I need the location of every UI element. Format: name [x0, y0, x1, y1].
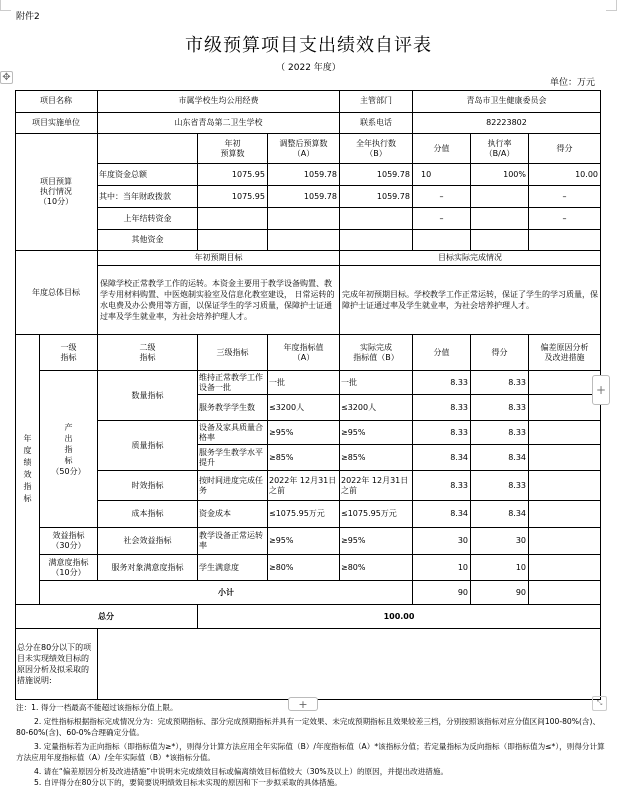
- budget-header-blank: [98, 134, 198, 164]
- perf-level3: 服务学生教学水平提升: [198, 445, 268, 471]
- budget-cell-adjusted[interactable]: [268, 208, 340, 230]
- budget-cell-executed[interactable]: [340, 230, 413, 251]
- goals-expected-header: 年初预期目标: [98, 251, 340, 266]
- perf-score-value[interactable]: 8.33: [413, 421, 471, 445]
- budget-row-label: 其他资金: [98, 230, 198, 251]
- budget-cell-initial[interactable]: [198, 230, 268, 251]
- budget-header-rate: 执行率 （B/A）: [471, 134, 529, 164]
- perf-header-level1: 一级 指标: [40, 335, 98, 371]
- budget-cell-rate[interactable]: 100%: [471, 164, 529, 186]
- perf-header-level3: 三级指标: [198, 335, 268, 371]
- table-move-handle-icon[interactable]: ✥: [0, 71, 13, 84]
- perf-deviation[interactable]: [529, 395, 601, 421]
- table-resize-icon[interactable]: ⤡: [592, 696, 607, 711]
- perf-actual[interactable]: ≥95%: [340, 421, 413, 445]
- budget-cell-initial[interactable]: 1075.95: [198, 186, 268, 208]
- fiscal-year: （ 2022 年度）: [276, 63, 341, 73]
- budget-cell-executed[interactable]: [340, 208, 413, 230]
- perf-header-actual: 实际完成 指标值（B）: [340, 335, 413, 371]
- perf-header-deviation: 偏差原因分析 及改进措施: [529, 335, 601, 371]
- budget-cell-initial[interactable]: [198, 208, 268, 230]
- budget-header-score-value: 分值: [413, 134, 471, 164]
- perf-score-value[interactable]: 8.34: [413, 501, 471, 528]
- unit-label: 单位：万元: [549, 78, 595, 88]
- perf-score-value[interactable]: 30: [413, 528, 471, 555]
- phone-label: 联系电话: [340, 113, 413, 134]
- goals-actual-text[interactable]: 完成年初预期目标。学校教学工作正常运转，保证了学生的学习质量，保障护士证通过率及学生就业率，为社会培养护理人才。: [340, 266, 601, 335]
- perf-score-value[interactable]: 8.33: [413, 471, 471, 501]
- perf-target[interactable]: ≥95%: [268, 421, 340, 445]
- level1-output: 产 出 指 标 （50分）: [40, 371, 98, 528]
- perf-level3: 按时间进度完成任务: [198, 471, 268, 501]
- page-title: 市级预算项目支出绩效自评表: [185, 35, 432, 56]
- level2-social: 社会效益指标: [98, 528, 198, 555]
- perf-actual[interactable]: ≤1075.95万元: [340, 501, 413, 528]
- budget-cell-score-value[interactable]: –: [413, 208, 471, 230]
- perf-target[interactable]: ≥95%: [268, 528, 340, 555]
- perf-target[interactable]: 2022年 12月31日之前: [268, 471, 340, 501]
- level2-service: 服务对象满意度指标: [98, 555, 198, 581]
- perf-score[interactable]: 8.33: [471, 395, 529, 421]
- perf-deviation[interactable]: [529, 555, 601, 581]
- perf-score[interactable]: 8.33: [471, 421, 529, 445]
- perf-deviation[interactable]: [529, 471, 601, 501]
- level2-quantity: 数量指标: [98, 371, 198, 421]
- budget-header-score: 得分: [529, 134, 601, 164]
- budget-row-label: 年度资金总额: [98, 164, 198, 186]
- budget-row-label: 上年结转资金: [98, 208, 198, 230]
- perf-score[interactable]: 10: [471, 555, 529, 581]
- budget-cell-score[interactable]: –: [529, 186, 601, 208]
- total-value: 100.00: [198, 605, 601, 629]
- budget-header-executed: 全年执行数 （B）: [340, 134, 413, 164]
- perf-actual[interactable]: ≥80%: [340, 555, 413, 581]
- perf-score[interactable]: 8.33: [471, 471, 529, 501]
- perf-score-value[interactable]: 10: [413, 555, 471, 581]
- page-corner-mark: [0, 0, 11, 11]
- subtotal-label: 小计: [40, 581, 413, 605]
- impl-unit-label: 项目实施单位: [15, 113, 98, 134]
- perf-actual[interactable]: 一批: [340, 371, 413, 395]
- perf-score[interactable]: 8.34: [471, 501, 529, 528]
- perf-header-score-value: 分值: [413, 335, 471, 371]
- notes-section: [16, 702, 606, 788]
- perf-target[interactable]: 一批: [268, 371, 340, 395]
- perf-deviation[interactable]: [529, 501, 601, 528]
- perf-target[interactable]: ≥80%: [268, 555, 340, 581]
- note-5: 5. 自评得分在80分以下的，要简要说明绩效目标未实现的原因和下一步拟采取的具体措施。: [34, 778, 342, 787]
- perf-actual[interactable]: 2022年 12月31日之前: [340, 471, 413, 501]
- dept-label: 主管部门: [340, 90, 413, 113]
- level1-satisfaction: 满意度指标 （10分）: [40, 555, 98, 581]
- impl-unit-value[interactable]: 山东省青岛第二卫生学校: [98, 113, 340, 134]
- budget-cell-rate[interactable]: [471, 230, 529, 251]
- perf-deviation[interactable]: [529, 528, 601, 555]
- perf-deviation[interactable]: [529, 421, 601, 445]
- project-name-value[interactable]: 市属学校生均公用经费: [98, 90, 340, 113]
- budget-cell-adjusted[interactable]: 1059.78: [268, 164, 340, 186]
- perf-score-value[interactable]: 8.33: [413, 371, 471, 395]
- budget-cell-adjusted[interactable]: 1059.78: [268, 186, 340, 208]
- budget-section-label: 项目预算 执行情况 （10分）: [15, 134, 98, 251]
- subtotal-score-value: 90: [413, 581, 471, 605]
- performance-section-label: 年度绩效指标: [15, 335, 40, 605]
- budget-cell-executed[interactable]: 1059.78: [340, 164, 413, 186]
- budget-cell-rate[interactable]: [471, 186, 529, 208]
- page-corner-mark: [606, 0, 617, 11]
- budget-cell-rate[interactable]: [471, 208, 529, 230]
- goals-section-label: 年度总体目标: [15, 251, 98, 335]
- perf-score[interactable]: 8.34: [471, 445, 529, 471]
- dept-value[interactable]: 青岛市卫生健康委员会: [413, 90, 601, 113]
- note-2: 2. 定性指标根据指标完成情况分为：完成预期指标、部分完成预期指标并具有一定效果、未完成预期指标且效果较差三档，分别按照该指标对应分值区间100-80%(含)、80-60%(含)、60-0%合理确定分值。: [16, 717, 601, 737]
- perf-actual[interactable]: ≥85%: [340, 445, 413, 471]
- budget-row-label: 其中：当年财政拨款: [98, 186, 198, 208]
- perf-level3: 教学设备正常运转率: [198, 528, 268, 555]
- perf-level3: 学生满意度: [198, 555, 268, 581]
- level2-timeliness: 时效指标: [98, 471, 198, 501]
- perf-target[interactable]: ≤1075.95万元: [268, 501, 340, 528]
- budget-cell-adjusted[interactable]: [268, 230, 340, 251]
- project-name-label: 项目名称: [15, 90, 98, 113]
- goals-expected-text[interactable]: 保障学校正常教学工作的运转。本资金主要用于教学设备购置、教学专用材料购置、中医炮制实验室及信息化教室建设， 日常运转的水电费及办公费用等方面，以保证学生的学习质量，保障护士证通过率及学生就业率，为社会培养护理人才。: [98, 266, 340, 335]
- budget-cell-score[interactable]: [529, 230, 601, 251]
- add-column-button[interactable]: +: [592, 375, 610, 405]
- level2-cost: 成本指标: [98, 501, 198, 528]
- total-label: 总分: [15, 605, 198, 629]
- budget-header-initial: 年初 预算数: [198, 134, 268, 164]
- budget-cell-score-value[interactable]: [413, 230, 471, 251]
- budget-cell-score[interactable]: 10.00: [529, 164, 601, 186]
- note-1: 注：1. 得分一档最高不能超过该指标分值上限。: [16, 703, 178, 712]
- perf-level3: 设备及家具质量合格率: [198, 421, 268, 445]
- perf-level3: 维持正常教学工作设备一批: [198, 371, 268, 395]
- perf-score-value[interactable]: 8.34: [413, 445, 471, 471]
- perf-header-level2: 二级 指标: [98, 335, 198, 371]
- perf-deviation[interactable]: [529, 371, 601, 395]
- subtotal-deviation: [529, 581, 601, 605]
- performance-table: [15, 90, 601, 700]
- explanation-label: 总分在80分以下的项目未实现绩效目标的原因分析及拟采取的措施说明:: [15, 629, 98, 700]
- budget-cell-score-value[interactable]: 10: [413, 164, 471, 186]
- perf-header-target: 年度指标值 （A）: [268, 335, 340, 371]
- budget-cell-score[interactable]: –: [529, 208, 601, 230]
- perf-actual[interactable]: ≤3200人: [340, 395, 413, 421]
- level2-quality: 质量指标: [98, 421, 198, 471]
- phone-value[interactable]: 82223802: [413, 113, 601, 134]
- perf-score[interactable]: 30: [471, 528, 529, 555]
- subtotal-score: 90: [471, 581, 529, 605]
- perf-header-score: 得分: [471, 335, 529, 371]
- perf-score-value[interactable]: 8.33: [413, 395, 471, 421]
- perf-target[interactable]: ≤3200人: [268, 395, 340, 421]
- perf-level3: 资金成本: [198, 501, 268, 528]
- perf-score[interactable]: 8.33: [471, 371, 529, 395]
- level1-benefit: 效益指标 （30分）: [40, 528, 98, 555]
- budget-cell-executed[interactable]: 1059.78: [340, 186, 413, 208]
- goals-actual-header: 目标实际完成情况: [340, 251, 601, 266]
- note-3: 3. 定量指标若为正向指标（即指标值为≥*），则得分计算方法应用全年实际值（B）/年度指标值（A）*该指标分值；若定量指标为反向指标（即指标值为≤*），则得分计算方法应用年度指标值（A）/全年实际值（B）*该指标分值。: [16, 742, 605, 762]
- explanation-value[interactable]: [98, 629, 601, 700]
- attachment-label: 附件2: [16, 12, 40, 22]
- perf-target[interactable]: ≥85%: [268, 445, 340, 471]
- budget-header-adjusted: 调整后预算数 （A）: [268, 134, 340, 164]
- perf-level3: 服务教学学生数: [198, 395, 268, 421]
- budget-cell-score-value[interactable]: –: [413, 186, 471, 208]
- note-4: 4. 请在“偏差原因分析及改进措施”中说明未完成绩效目标或偏离绩效目标值较大（30%及以上）的原因，并提出改进措施。: [34, 767, 449, 776]
- add-row-button[interactable]: +: [288, 697, 318, 711]
- perf-actual[interactable]: ≥95%: [340, 528, 413, 555]
- budget-cell-initial[interactable]: 1075.95: [198, 164, 268, 186]
- perf-deviation[interactable]: [529, 445, 601, 471]
